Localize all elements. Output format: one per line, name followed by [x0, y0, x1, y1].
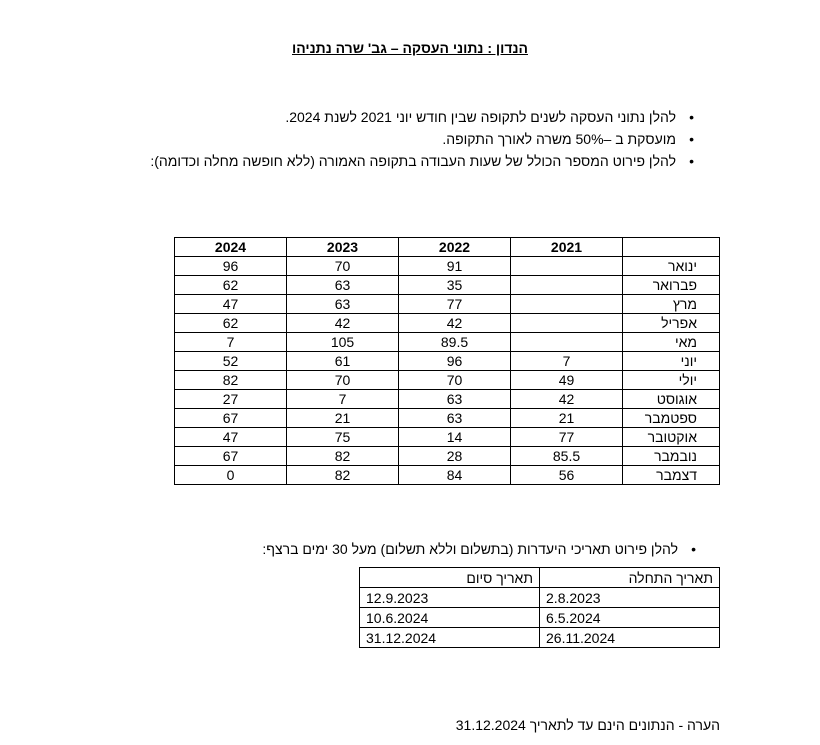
- header-2024: 2024: [175, 238, 287, 257]
- hours-cell-2023: 61: [287, 352, 399, 371]
- end-date-cell: 12.9.2023: [360, 588, 540, 608]
- start-date-cell: 26.11.2024: [540, 628, 720, 648]
- hours-cell-2022: 14: [399, 428, 511, 447]
- end-date-cell: 10.6.2024: [360, 608, 540, 628]
- month-cell: ספטמבר: [623, 409, 720, 428]
- header-month: [623, 238, 720, 257]
- header-2021: 2021: [511, 238, 623, 257]
- hours-cell-2022: 96: [399, 352, 511, 371]
- hours-cell-2021: [511, 314, 623, 333]
- hours-cell-2023: 21: [287, 409, 399, 428]
- bullet-item: • להלן נתוני העסקה לשנים לתקופה שבין חודש יוני 2021 לשנת 2024.: [140, 106, 696, 128]
- end-date-cell: 31.12.2024: [360, 628, 540, 648]
- hours-cell-2022: 42: [399, 314, 511, 333]
- hours-cell-2022: 28: [399, 447, 511, 466]
- start-date-cell: 2.8.2023: [540, 588, 720, 608]
- table-header-row: [360, 568, 720, 588]
- table-row: [175, 333, 720, 352]
- hours-cell-2022: 89.5: [399, 333, 511, 352]
- hours-cell-2024: 0: [175, 466, 287, 485]
- bullet-item: • להלן פירוט תאריכי היעדרות (בתשלום וללא תשלום) מעל 30 ימים ברצף:: [200, 538, 698, 560]
- month-cell: אוגוסט: [623, 390, 720, 409]
- month-cell: פברואר: [623, 276, 720, 295]
- hours-cell-2023: 70: [287, 257, 399, 276]
- intro-bullets: [140, 106, 696, 172]
- hours-cell-2022: 84: [399, 466, 511, 485]
- hours-cell-2023: 7: [287, 390, 399, 409]
- hours-cell-2024: 62: [175, 276, 287, 295]
- work-hours-table: [174, 237, 720, 485]
- month-cell: אוקטובר: [623, 428, 720, 447]
- table-row: [360, 608, 720, 628]
- month-cell: יולי: [623, 371, 720, 390]
- hours-cell-2022: 77: [399, 295, 511, 314]
- header-2022: 2022: [399, 238, 511, 257]
- hours-cell-2021: 49: [511, 371, 623, 390]
- header-end-date: תאריך סיום: [360, 568, 540, 588]
- hours-cell-2021: [511, 276, 623, 295]
- bullet-item: • מועסקת ב –50% משרה לאורך התקופה.: [140, 128, 696, 150]
- hours-cell-2023: 63: [287, 276, 399, 295]
- hours-cell-2021: 21: [511, 409, 623, 428]
- hours-cell-2022: 63: [399, 390, 511, 409]
- hours-cell-2021: [511, 295, 623, 314]
- hours-cell-2024: 67: [175, 447, 287, 466]
- table-row: [175, 295, 720, 314]
- hours-cell-2022: 35: [399, 276, 511, 295]
- hours-cell-2024: 7: [175, 333, 287, 352]
- hours-cell-2022: 91: [399, 257, 511, 276]
- month-cell: ינואר: [623, 257, 720, 276]
- month-cell: אפריל: [623, 314, 720, 333]
- hours-cell-2023: 82: [287, 466, 399, 485]
- hours-cell-2023: 82: [287, 447, 399, 466]
- table-header-row: [175, 238, 720, 257]
- hours-cell-2024: 47: [175, 295, 287, 314]
- table-row: [175, 466, 720, 485]
- absence-table: [359, 567, 720, 648]
- hours-cell-2023: 75: [287, 428, 399, 447]
- table-row: [360, 628, 720, 648]
- header-start-date: תאריך התחלה: [540, 568, 720, 588]
- table-row: [175, 390, 720, 409]
- hours-cell-2023: 42: [287, 314, 399, 333]
- hours-cell-2023: 63: [287, 295, 399, 314]
- hours-cell-2022: 70: [399, 371, 511, 390]
- hours-cell-2024: 52: [175, 352, 287, 371]
- bullet-item: • להלן פירוט המספר הכולל של שעות העבודה בתקופה האמורה (ללא חופשה מחלה וכדומה):: [140, 150, 696, 172]
- table-row: [175, 314, 720, 333]
- hours-cell-2024: 96: [175, 257, 287, 276]
- hours-cell-2023: 70: [287, 371, 399, 390]
- month-cell: מרץ: [623, 295, 720, 314]
- hours-cell-2021: [511, 257, 623, 276]
- table-row: [175, 371, 720, 390]
- table-row: [175, 409, 720, 428]
- start-date-cell: 6.5.2024: [540, 608, 720, 628]
- hours-cell-2024: 67: [175, 409, 287, 428]
- table-row: [175, 352, 720, 371]
- hours-cell-2021: 77: [511, 428, 623, 447]
- hours-cell-2021: 42: [511, 390, 623, 409]
- hours-cell-2021: 56: [511, 466, 623, 485]
- hours-cell-2021: 85.5: [511, 447, 623, 466]
- hours-cell-2024: 27: [175, 390, 287, 409]
- month-cell: דצמבר: [623, 466, 720, 485]
- hours-cell-2024: 82: [175, 371, 287, 390]
- header-2023: 2023: [287, 238, 399, 257]
- hours-cell-2024: 47: [175, 428, 287, 447]
- hours-cell-2024: 62: [175, 314, 287, 333]
- table-row: [175, 276, 720, 295]
- document-title: הנדון : נתוני העסקה – גב' שרה נתניהו: [292, 40, 528, 56]
- hours-cell-2021: [511, 333, 623, 352]
- month-cell: נובמבר: [623, 447, 720, 466]
- table-row: [175, 447, 720, 466]
- month-cell: יוני: [623, 352, 720, 371]
- hours-cell-2023: 105: [287, 333, 399, 352]
- hours-cell-2021: 7: [511, 352, 623, 371]
- hours-cell-2022: 63: [399, 409, 511, 428]
- absence-bullet: [200, 538, 698, 560]
- table-row: [175, 257, 720, 276]
- table-row: [175, 428, 720, 447]
- table-row: [360, 588, 720, 608]
- month-cell: מאי: [623, 333, 720, 352]
- footnote: הערה - הנתונים הינם עד לתאריך 31.12.2024: [455, 717, 720, 733]
